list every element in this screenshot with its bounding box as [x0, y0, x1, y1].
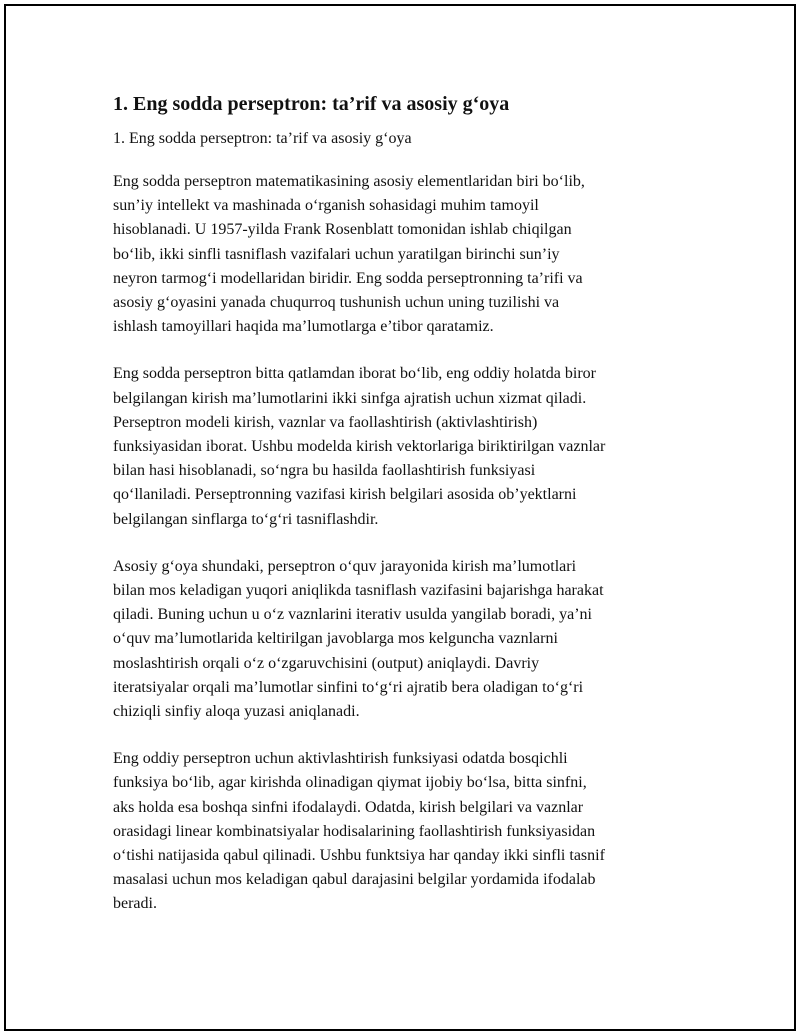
paragraph-1: Eng sodda perseptron matematikasining asosiy elementlaridan biri bo‘lib, sun’iy intellekt va mashinada o‘rganish sohasidagi muhim tamoyil hisoblanadi. U 1957-yilda Frank Rosenblatt tomonidan ishlab chiqilgan bo‘lib, ikki sinfli tasniflash vazifalari uchun yaratilgan birinchi sun’iy neyron tarmog‘i modellaridan biridir. Eng sodda perseptronning ta’rifi va asosiy g‘oyasini yanada chuqurroq tushunish uchun uning tuzilishi va ishlash tamoyillari haqida ma’lumotlarga e’tibor qaratamiz. [113, 173, 585, 336]
document-heading: 1. Eng sodda perseptron: ta’rif va asosiy g‘oya [113, 93, 510, 115]
document-subheading: 1. Eng sodda perseptron: ta’rif va asosiy g‘oya [113, 130, 412, 147]
paragraph-4: Eng oddiy perseptron uchun aktivlashtirish funksiyasi odatda bosqichli funksiya bo‘lib, agar kirishda olinadigan qiymat ijobiy bo‘lsa, bitta sinfni, aks holda esa boshqa sinfni ifodalaydi. Odatda, kirish belgilari va vaznlar orasidagi linear kombinatsiyalar hodisalarining faollashtirish funksiyasidan o‘tishi natijasida qabul qilinadi. Ushbu funktsiya har qanday ikki sinfli tasnif masalasi uchun mos keladigan qabul darajasini belgilar yordamida ifodalab beradi. [113, 750, 605, 913]
paragraph-3: Asosiy g‘oya shundaki, perseptron o‘quv jarayonida kirish ma’lumotlari bilan mos keladigan yuqori aniqlikda tasniflash vazifasini bajarishga harakat qiladi. Buning uchun u o‘z vaznlarini iterativ usulda yangilab boradi, ya’ni o‘quv ma’lumotlarida keltirilgan javoblarga mos kelguncha vaznlarni moslashtirish orqali o‘z o‘zgaruvchisini (output) aniqlaydi. Davriy iteratsiyalar orqali ma’lumotlar sinfini to‘g‘ri ajratib bera oladigan to‘g‘ri chiziqli sinfiy aloqa yuzasi aniqlanadi. [113, 557, 604, 721]
document-body [113, 92, 679, 940]
paragraph-2: Eng sodda perseptron bitta qatlamdan iborat bo‘lib, eng oddiy holatda biror belgilangan kirish ma’lumotlarini ikki sinfga ajratish uchun xizmat qiladi. Perseptron modeli kirish, vaznlar va faollashtirish (aktivlashtirish) funksiyasidan iborat. Ushbu modelda kirish vektorlariga biriktirilgan vaznlar bilan hasi hisoblanadi, so‘ngra bu hasilda faollashtirish funksiyasi qo‘llaniladi. Perseptronning vazifasi kirish belgilari asosida ob’yektlarni belgilangan sinflarga to‘g‘ri tasniflashdir. [113, 365, 606, 528]
